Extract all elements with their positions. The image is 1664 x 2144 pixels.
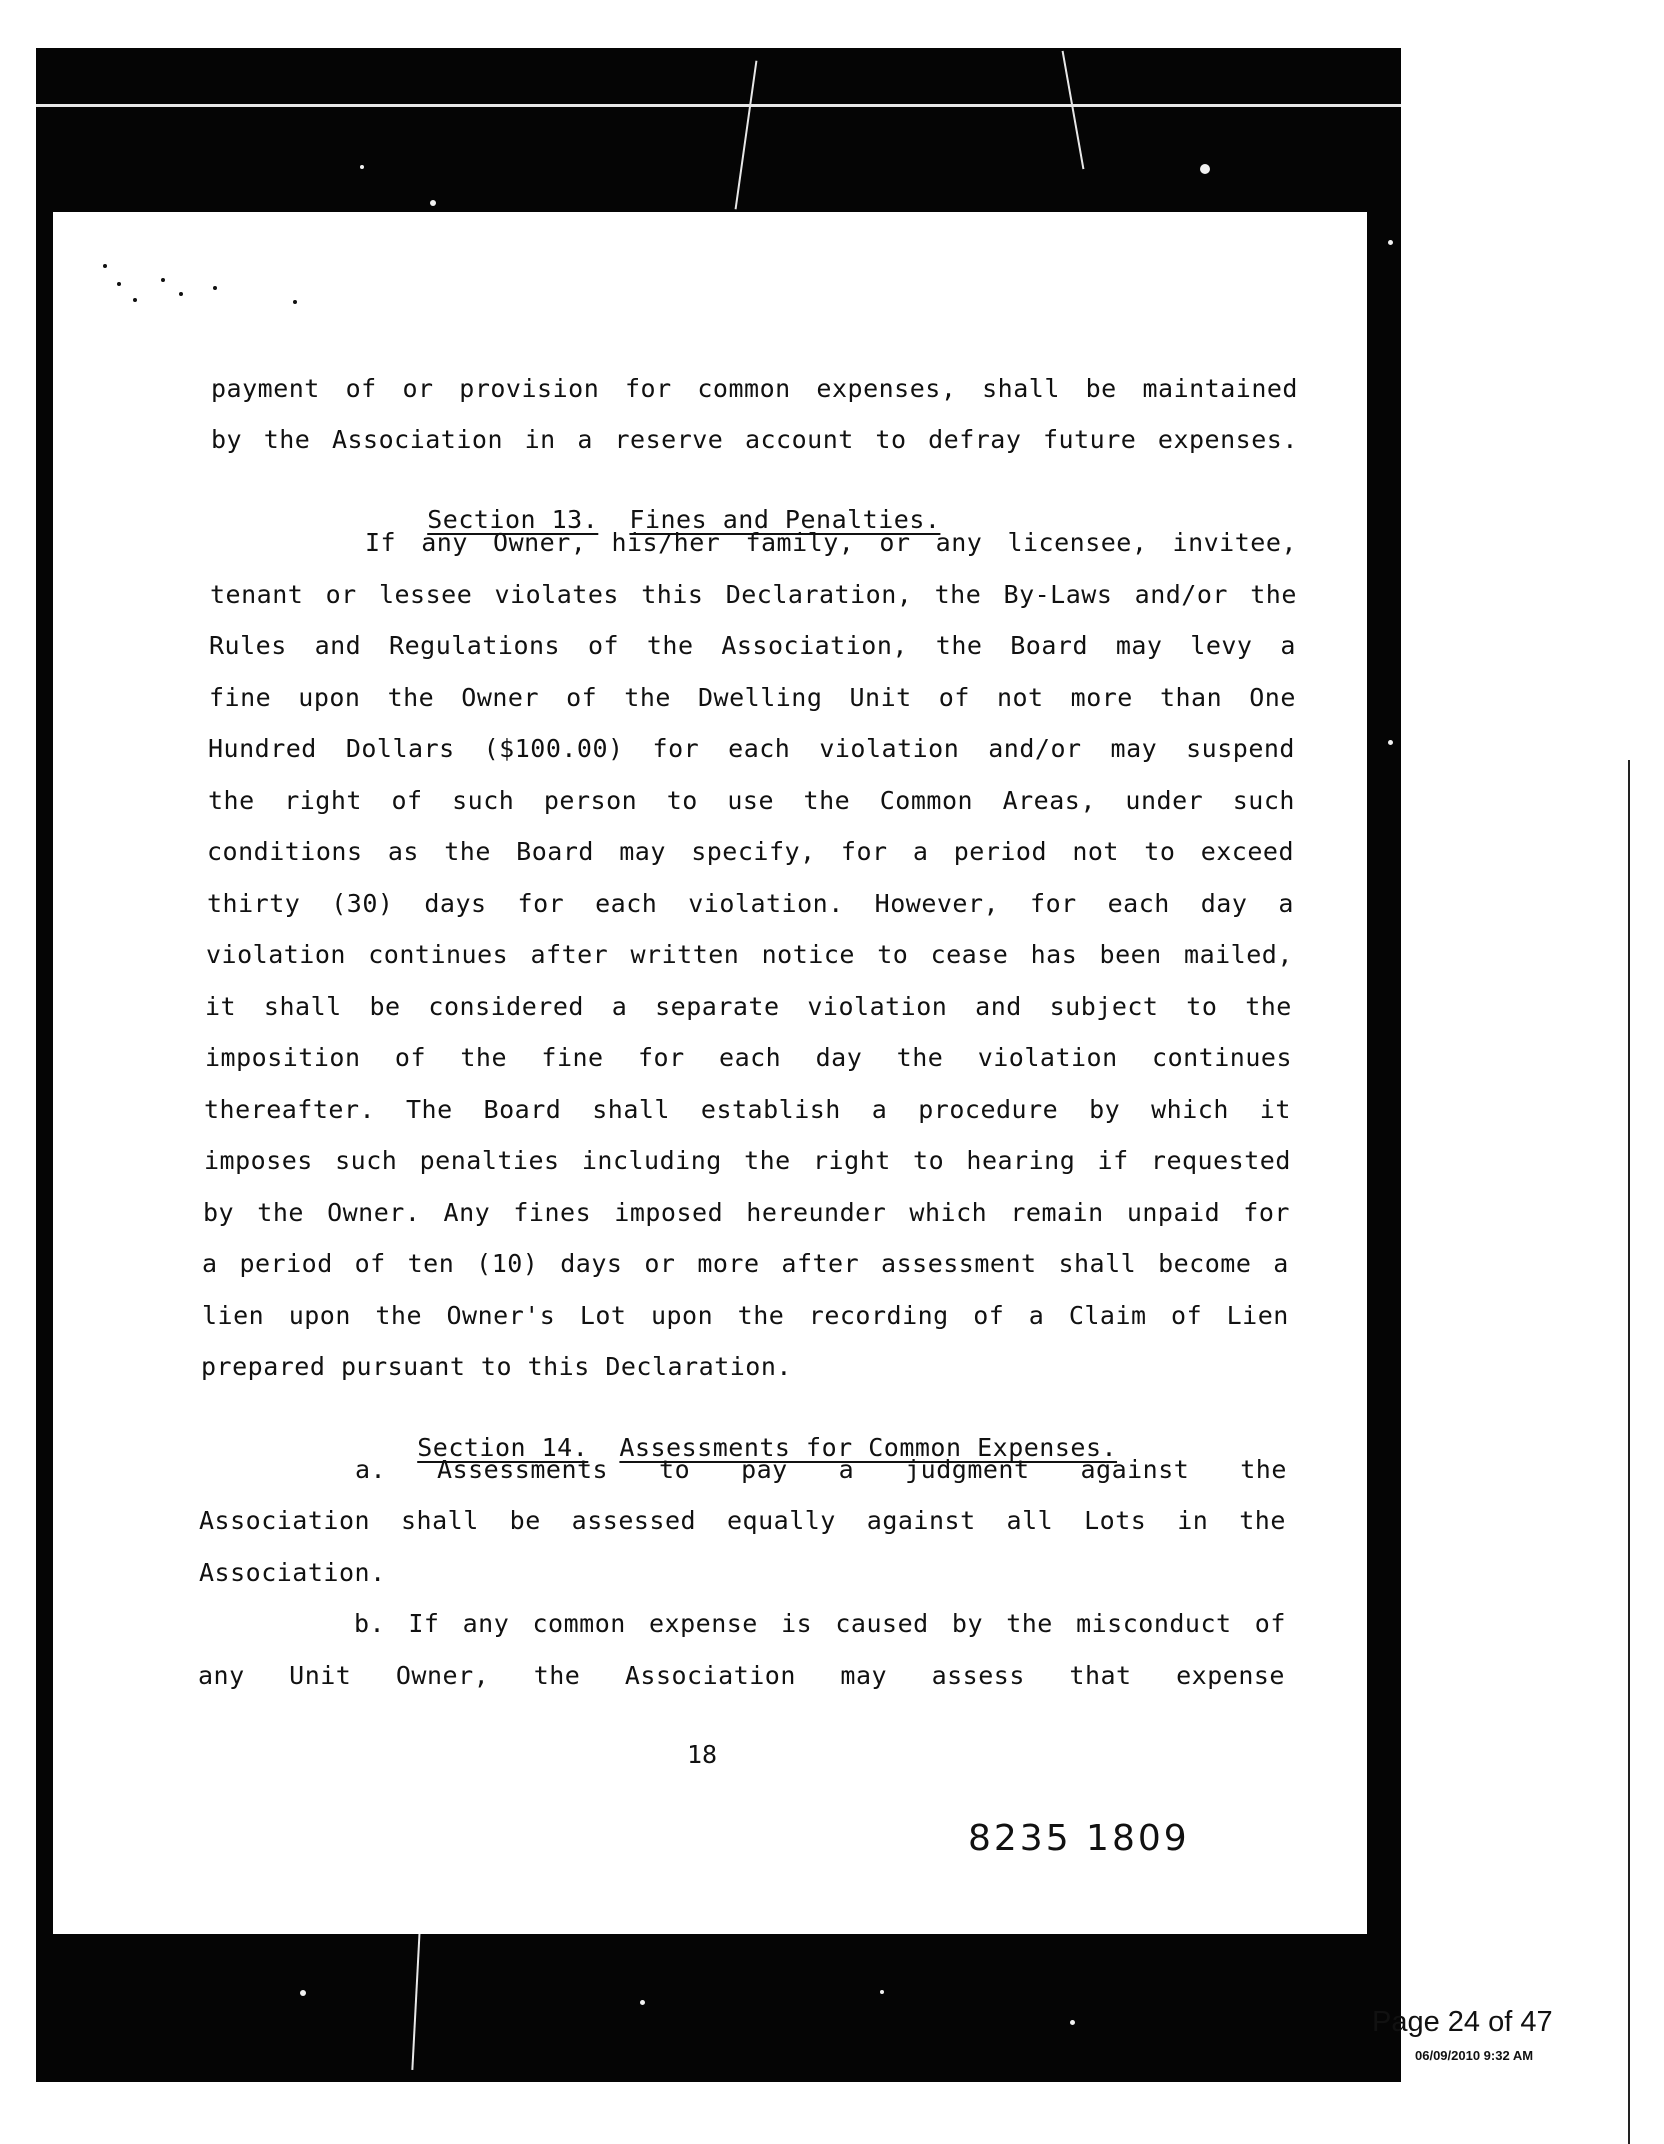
scan-speck [640, 2000, 645, 2005]
text-line: imposition of the fine for each day the violation continues [205, 1043, 1292, 1072]
text-line: a period of ten (10) days or more after assessment shall become a [202, 1249, 1289, 1278]
section-13-title: Fines and Penalties. [629, 505, 941, 534]
scan-speck [1070, 2020, 1075, 2025]
scan-speck [1388, 740, 1393, 745]
page-number: 18 [687, 1740, 718, 1769]
text-line: b. If any common expense is caused by the misconduct of [354, 1609, 1286, 1638]
scan-speck [293, 300, 297, 304]
scan-speck [1200, 164, 1210, 174]
text-line: thereafter. The Board shall establish a procedure by which it [204, 1095, 1291, 1124]
scan-artifact-line [36, 104, 1401, 107]
document-page [53, 212, 1367, 1934]
scan-speck [1388, 240, 1393, 245]
scan-speck [161, 278, 165, 282]
text-line: Association shall be assessed equally against all Lots in the [199, 1506, 1286, 1535]
scan-speck [179, 292, 183, 296]
scan-speck [213, 286, 217, 290]
scan-speck [430, 200, 436, 206]
text-line: Hundred Dollars ($100.00) for each violation and/or may suspend [208, 734, 1295, 763]
text-line: a. Assessments to pay a judgment against the [355, 1455, 1287, 1484]
scan-speck [133, 298, 137, 302]
scan-speck [103, 264, 107, 268]
text-line: If any Owner, his/her family, or any licensee, invitee, [365, 528, 1297, 557]
text-line: by the Association in a reserve account to defray future expenses. [211, 425, 1298, 454]
text-line: tenant or lessee violates this Declaration, the By-Laws and/or the [210, 580, 1297, 609]
scan-speck [360, 165, 364, 169]
text-line: lien upon the Owner's Lot upon the recording of a Claim of Lien [202, 1301, 1289, 1330]
text-line: imposes such penalties including the right to hearing if requested [204, 1146, 1291, 1175]
text-line: Association. [199, 1558, 386, 1587]
section-14-number: Section 14. [417, 1433, 589, 1462]
recording-number: 8235 1809 [968, 1818, 1190, 1859]
text-line: prepared pursuant to this Declaration. [201, 1352, 792, 1381]
margin-rule [1628, 760, 1630, 2144]
text-line: fine upon the Owner of the Dwelling Unit of not more than One [209, 683, 1296, 712]
text-line: any Unit Owner, the Association may assess that expense [198, 1661, 1285, 1690]
text-line: the right of such person to use the Common Areas, under such [208, 786, 1295, 815]
page-counter: Page 24 of 47 [1372, 2006, 1553, 2038]
scan-speck [117, 282, 121, 286]
text-line: violation continues after written notice to cease has been mailed, [206, 940, 1293, 969]
text-line: it shall be considered a separate violation and subject to the [205, 992, 1292, 1021]
section-14-title: Assessments for Common Expenses. [619, 1433, 1118, 1462]
section-13-number: Section 13. [427, 505, 599, 534]
text-line: by the Owner. Any fines imposed hereunder which remain unpaid for [203, 1198, 1290, 1227]
text-line: conditions as the Board may specify, for a period not to exceed [207, 837, 1294, 866]
text-line: Rules and Regulations of the Association, the Board may levy a [209, 631, 1296, 660]
print-timestamp: 06/09/2010 9:32 AM [1415, 2048, 1534, 2063]
text-line: payment of or provision for common expenses, shall be maintained [211, 374, 1298, 403]
text-line: thirty (30) days for each violation. However, for each day a [207, 889, 1294, 918]
scan-speck [880, 1990, 884, 1994]
scan-speck [300, 1990, 306, 1996]
